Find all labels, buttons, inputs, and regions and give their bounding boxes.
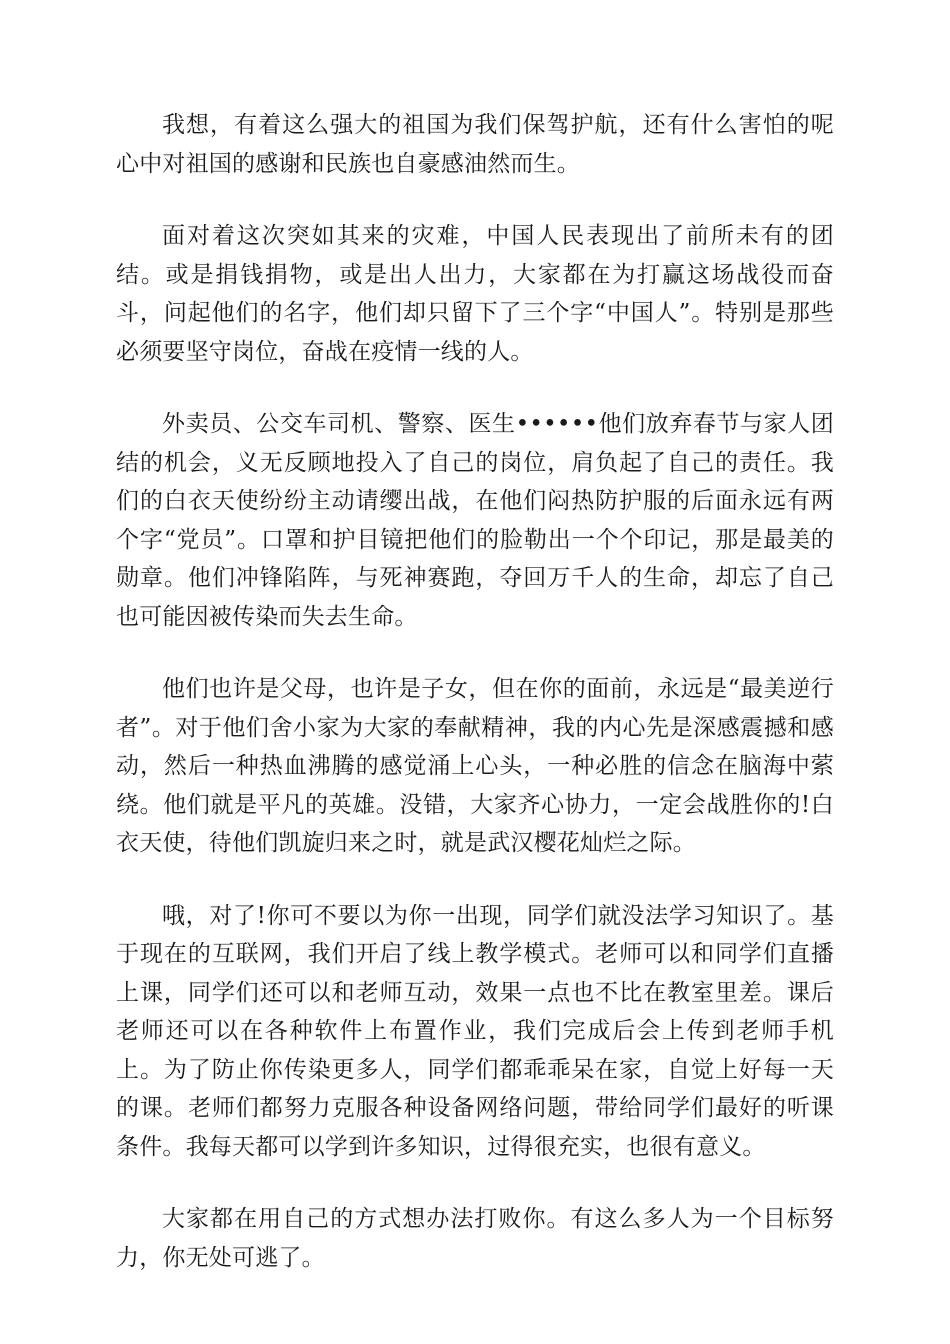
paragraph: 大家都在用自己的方式想办法打败你。有这么多人为一个目标努力，你无处可逃了。 (116, 1206, 834, 1271)
paragraph: 哦，对了!你可不要以为你一出现，同学们就没法学习知识了。基于现在的互联网，我们开启了线上教学模式。老师可以和同学们直播上课，同学们还可以和老师互动，效果一点也不比在教室里差。课后老师还可以在各种软件上布置作业，我们完成后会上传到老师手机上。为了防止你传染更多人，同学们都乖乖呆在家，自觉上好每一天的课。老师们都努力克服各种设备网络问题，带给同学们最好的听课条件。我每天都可以学到许多知识，过得很充实，也很有意义。 (116, 902, 834, 1160)
paragraph: 我想，有着这么强大的祖国为我们保驾护航，还有什么害怕的呢心中对祖国的感谢和民族也自豪感油然而生。 (116, 112, 834, 177)
paragraph: 他们也许是父母，也许是子女，但在你的面前，永远是“最美逆行者”。对于他们舍小家为大家的奉献精神，我的内心先是深感震撼和感动，然后一种热血沸腾的感觉涌上心头，一种必胜的信念在脑海中萦绕。他们就是平凡的英雄。没错，大家齐心协力，一定会战胜你的!白衣天使，待他们凯旋归来之时，就是武汉樱花灿烂之际。 (116, 676, 834, 856)
paragraph: 面对着这次突如其来的灾难，中国人民表现出了前所未有的团结。或是捐钱捐物，或是出人出力，大家都在为打赢这场战役而奋斗，问起他们的名字，他们却只留下了三个字“中国人”。特别是那些必须要坚守岗位，奋战在疫情一线的人。 (116, 223, 834, 365)
document-body (116, 106, 834, 1311)
paragraph: 外卖员、公交车司机、警察、医生••••••他们放弃春节与家人团结的机会，义无反顾地投入了自己的岗位，肩负起了自己的责任。我们的白衣天使纷纷主动请缨出战，在他们闷热防护服的后面永远有两个字“党员”。口罩和护目镜把他们的脸勒出一个个印记，那是最美的勋章。他们冲锋陷阵，与死神赛跑，夺回万千人的生命，却忘了自己也可能因被传染而失去生命。 (116, 411, 834, 630)
